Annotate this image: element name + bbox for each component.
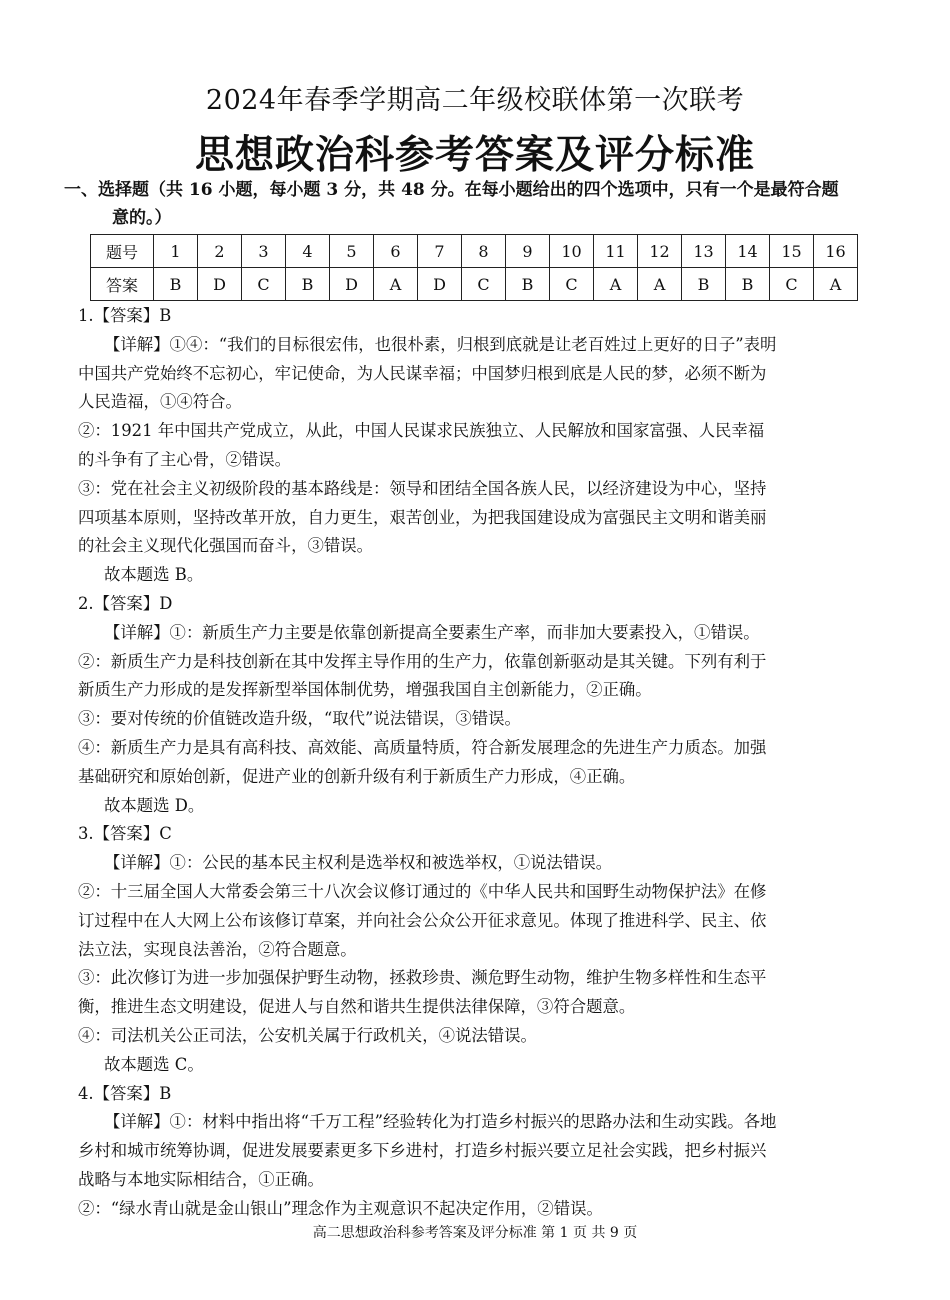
explanation-line: ②：十三届全国人大常委会第三十八次会议修订通过的《中华人民共和国野生动物保护法》在修 (78, 881, 767, 901)
answer-cell: B (154, 268, 198, 301)
document-title: 思想政治科参考答案及评分标准 (194, 132, 755, 178)
answer-cell: C (242, 268, 286, 301)
explanation-line: 订过程中在人大网上公布该修订草案，并向社会公众公开征求意见。体现了推进科学、民主、依 (78, 910, 767, 930)
explanation-line: ③：党在社会主义初级阶段的基本路线是：领导和团结全国各族人民，以经济建设为中心，坚持 (78, 478, 767, 498)
question-number: 9 (506, 235, 550, 268)
section-heading-line1: 一、选择题（共 16 小题，每小题 3 分，共 48 分。在每小题给出的四个选项中，只有一个是最符合题 (64, 180, 839, 200)
question-number: 4 (286, 235, 330, 268)
answer-cell: A (814, 268, 858, 301)
explanation-line: 基础研究和原始创新，促进产业的创新升级有利于新质生产力形成，④正确。 (78, 766, 636, 786)
question-number: 12 (638, 235, 682, 268)
conclusion-line: 故本题选 B。 (104, 565, 204, 585)
explanation-line: 中国共产党始终不忘初心，牢记使命，为人民谋幸福；中国梦归根到底是人民的梦，必须不断为 (78, 363, 767, 383)
question-number: 3 (242, 235, 286, 268)
explanation-line: 的斗争有了主心骨，②错误。 (78, 449, 292, 469)
answer-cell: C (770, 268, 814, 301)
exam-title: 2024年春季学期高二年级校联体第一次联考 (205, 85, 745, 116)
explanation-line: 乡村和城市统筹协调，促进发展要素更多下乡进村，打造乡村振兴要立足社会实践，把乡村振兴 (78, 1141, 767, 1161)
explanation-line: 人民造福，①④符合。 (78, 392, 242, 412)
answer-cell: D (198, 268, 242, 301)
answer-table (90, 234, 858, 301)
question-number: 10 (550, 235, 594, 268)
answer-cell: A (374, 268, 418, 301)
explanations (78, 302, 878, 1224)
answer-cell: B (506, 268, 550, 301)
question-1-answer: 1.【答案】B (78, 306, 172, 325)
answer-cell: B (286, 268, 330, 301)
question-number: 13 (682, 235, 726, 268)
question-number: 14 (726, 235, 770, 268)
explanation-line: 【详解】①：材料中指出将“千万工程”经验转化为打造乡村振兴的思路办法和生动实践。各地 (104, 1112, 777, 1132)
answer-cell: A (594, 268, 638, 301)
explanation-line: 四项基本原则，坚持改革开放，自力更生，艰苦创业，为把我国建设成为富强民主文明和谐美丽 (78, 507, 767, 527)
answer-table-number-row (91, 235, 858, 268)
explanation-line: ③：此次修订为进一步加强保护野生动物，拯救珍贵、濒危野生动物，维护生物多样性和生态平 (78, 968, 767, 988)
answer-cell: C (550, 268, 594, 301)
answer-cell: D (418, 268, 462, 301)
question-number: 2 (198, 235, 242, 268)
question-number: 8 (462, 235, 506, 268)
row-label-number: 题号 (91, 235, 154, 268)
explanation-line: 新质生产力形成的是发挥新型举国体制优势，增强我国自主创新能力，②正确。 (78, 680, 652, 700)
explanation-line: 战略与本地实际相结合，①正确。 (78, 1169, 324, 1189)
explanation-line: ②：新质生产力是科技创新在其中发挥主导作用的生产力，依靠创新驱动是其关键。下列有利于 (78, 651, 767, 671)
explanation-line: 法立法，实现良法善治，②符合题意。 (78, 939, 357, 959)
explanation-line: 【详解】①④：“我们的目标很宏伟，也很朴素，归根到底就是让老百姓过上更好的日子”表明 (104, 334, 777, 354)
explanation-line: 衡，推进生态文明建设，促进人与自然和谐共生提供法律保障，③符合题意。 (78, 997, 636, 1017)
question-4-answer: 4.【答案】B (78, 1083, 172, 1103)
explanation-line: ④：司法机关公正司法，公安机关属于行政机关，④说法错误。 (78, 1025, 537, 1045)
explanation-line: ②：1921 年中国共产党成立，从此，中国人民谋求民族独立、人民解放和国家富强、人民幸福 (78, 421, 765, 441)
question-3-answer: 3.【答案】C (78, 824, 172, 844)
answer-cell: A (638, 268, 682, 301)
conclusion-line: 故本题选 D。 (104, 795, 205, 815)
row-label-answer: 答案 (91, 268, 154, 301)
explanation-line: ③：要对传统的价值链改造升级，“取代”说法错误，③错误。 (78, 709, 521, 729)
page-footer: 高二思想政治科参考答案及评分标准 第 1 页 共 9 页 (312, 1225, 638, 1241)
question-number: 6 (374, 235, 418, 268)
question-number: 15 (770, 235, 814, 268)
answer-cell: B (682, 268, 726, 301)
answer-cell: B (726, 268, 770, 301)
section-heading-line2: 意的。） (112, 208, 172, 228)
answer-table-answer-row (91, 268, 858, 301)
question-2-answer: 2.【答案】D (78, 593, 173, 613)
section-heading (64, 176, 884, 232)
question-number: 5 (330, 235, 374, 268)
question-number: 11 (594, 235, 638, 268)
answer-cell: D (330, 268, 374, 301)
question-number: 16 (814, 235, 858, 268)
explanation-line: 【详解】①：公民的基本民主权利是选举权和被选举权，①说法错误。 (104, 853, 613, 873)
answer-cell: C (462, 268, 506, 301)
explanation-line: ②：“绿水青山就是金山银山”理念作为主观意识不起决定作用，②错误。 (78, 1198, 603, 1218)
conclusion-line: 故本题选 C。 (104, 1054, 204, 1074)
explanation-line: 【详解】①：新质生产力主要是依靠创新提高全要素生产率，而非加大要素投入，①错误。 (104, 622, 760, 642)
question-number: 7 (418, 235, 462, 268)
explanation-line: 的社会主义现代化强国而奋斗，③错误。 (78, 536, 374, 556)
explanation-line: ④：新质生产力是具有高科技、高效能、高质量特质，符合新发展理念的先进生产力质态。加强 (78, 737, 767, 757)
question-number: 1 (154, 235, 198, 268)
